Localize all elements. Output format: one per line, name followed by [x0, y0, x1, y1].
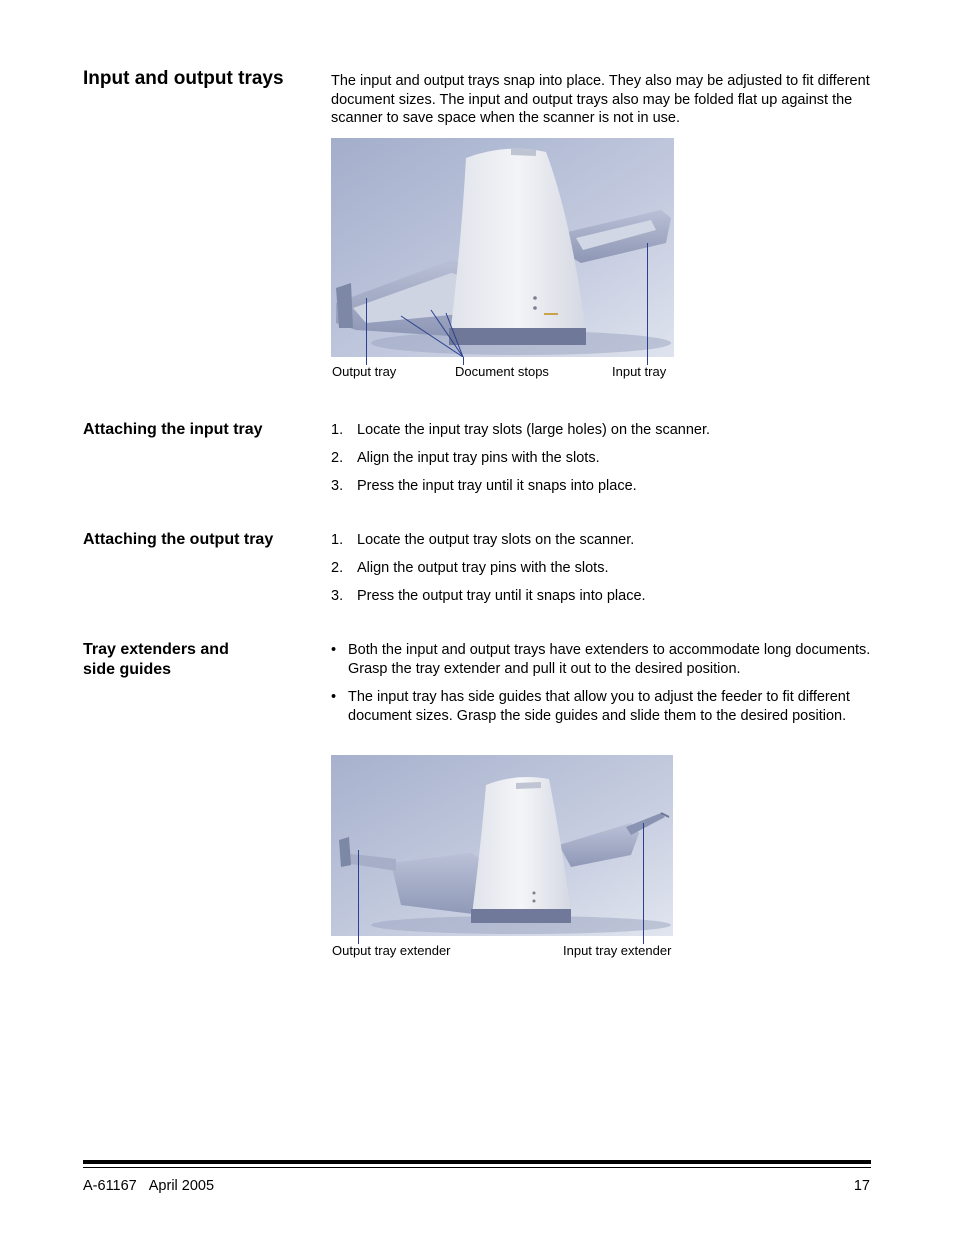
bullet-text: Both the input and output trays have extenders to accommodate long documents. Grasp the tray extender and pull it out to the desired position. — [348, 642, 871, 677]
list-item — [331, 641, 871, 678]
list-item — [331, 688, 871, 725]
step-text: Locate the input tray slots (large holes) on the scanner. — [357, 422, 711, 438]
heading-attaching-input-tray: Attaching the input tray — [83, 421, 263, 438]
label-input-tray: Input tray — [612, 364, 667, 379]
step-number: 3. — [331, 478, 344, 494]
intro-paragraph: The input and output trays snap into place. They also may be adjusted to fit different document sizes. The input and output trays also may be folded flat up against the scanner to save space when the scanner is not in use. — [331, 73, 870, 126]
footer-doc-info — [83, 1178, 214, 1194]
list-item — [331, 421, 710, 439]
footer-doc-id: A-61167 — [83, 1178, 137, 1194]
heading-line: Tray extenders and — [83, 641, 229, 658]
bullet-text: The input tray has side guides that allow you to adjust the feeder to fit different document sizes. Grasp the side guides and slide them to the desired position. — [348, 689, 850, 724]
page-number: 17 — [853, 1178, 870, 1194]
bullet-icon: • — [331, 689, 337, 705]
callout-line-input-extender — [643, 823, 644, 936]
step-text: Press the output tray until it snaps into place. — [357, 588, 646, 604]
footer-rule-thin — [83, 1167, 871, 1168]
step-text: Align the output tray pins with the slots. — [357, 560, 609, 576]
heading-tray-extenders — [83, 640, 229, 680]
footer-rule-thick — [83, 1160, 871, 1164]
callout-lines-document-stops — [331, 138, 674, 357]
list-item — [331, 587, 646, 605]
scanner-photo-trays — [331, 138, 674, 357]
scanner-illustration-extended — [331, 755, 673, 936]
step-number: 2. — [331, 450, 344, 466]
heading-attaching-output-tray: Attaching the output tray — [83, 531, 274, 548]
section-title: Input and output trays — [83, 68, 284, 89]
label-output-tray-extender: Output tray extender — [332, 943, 451, 958]
footer-date: April 2005 — [148, 1178, 215, 1194]
bullet-icon: • — [331, 642, 337, 658]
step-number: 2. — [331, 560, 344, 576]
list-item — [331, 559, 608, 577]
label-input-tray-extender: Input tray extender — [563, 943, 672, 958]
step-number: 1. — [331, 422, 344, 438]
list-item — [331, 531, 634, 549]
step-text: Press the input tray until it snaps into place. — [357, 478, 637, 494]
step-text: Locate the output tray slots on the scanner. — [357, 532, 635, 548]
label-document-stops: Document stops — [455, 364, 549, 379]
step-number: 1. — [331, 532, 344, 548]
list-item — [331, 449, 600, 467]
scanner-photo-extenders — [331, 755, 673, 936]
heading-line: side guides — [83, 661, 172, 678]
label-output-tray: Output tray — [332, 364, 397, 379]
step-number: 3. — [331, 588, 344, 604]
step-text: Align the input tray pins with the slots. — [357, 450, 600, 466]
callout-line-output-extender — [358, 850, 359, 936]
list-item — [331, 477, 637, 495]
